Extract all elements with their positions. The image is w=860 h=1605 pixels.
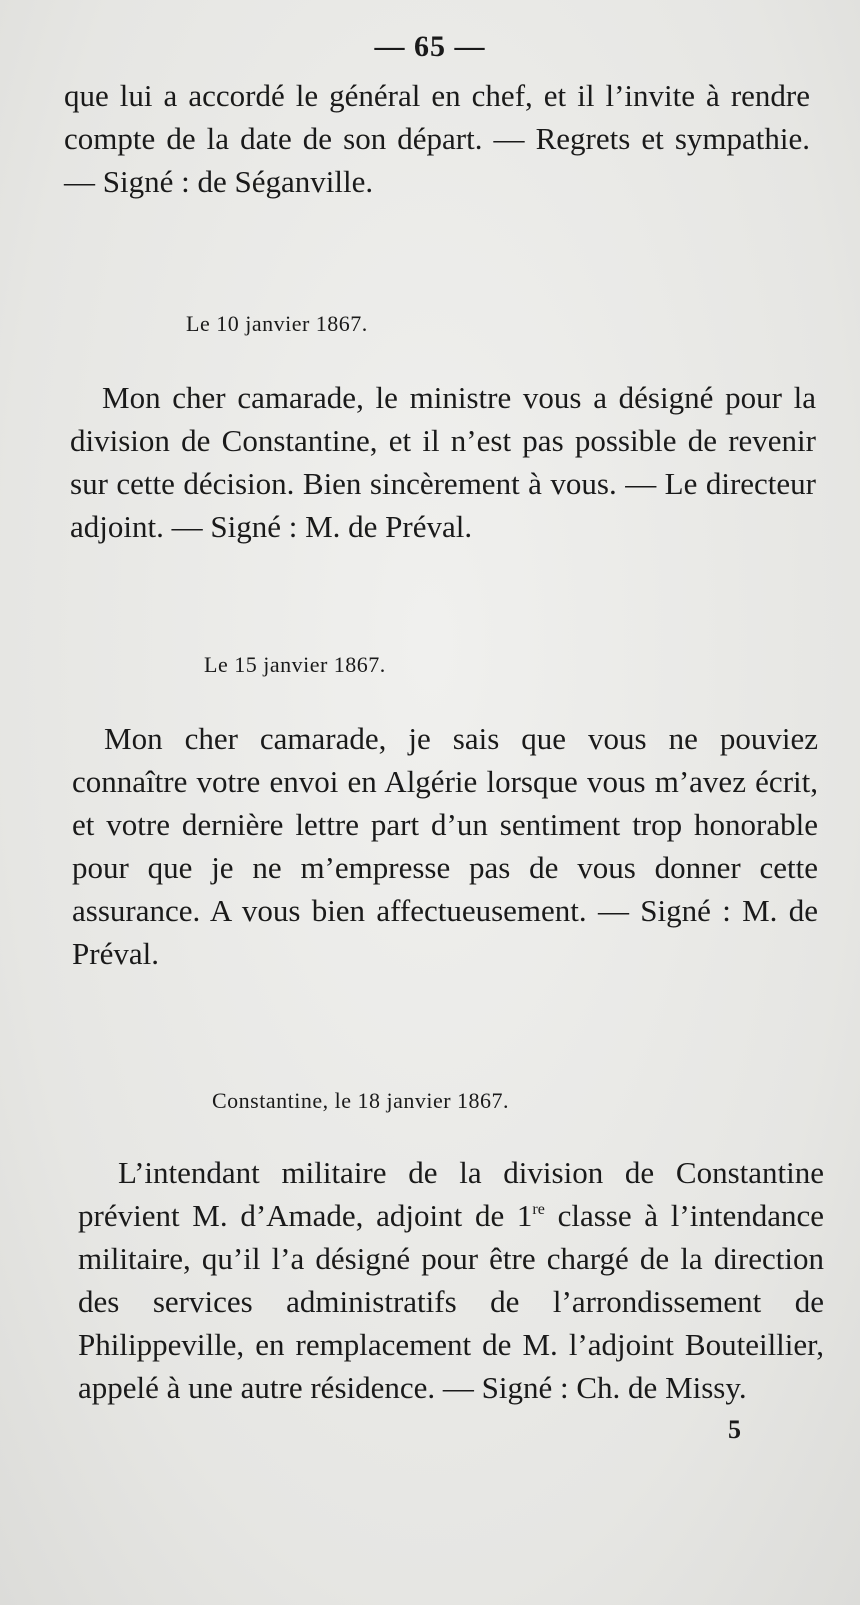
letter-dateline: Constantine, le 18 janvier 1867. xyxy=(212,1088,510,1113)
letter-body: Mon cher camarade, le ministre vous a désigné pour la division de Constantine, et il n’est pas possible de revenir sur cette décision. Bien sincèrement à vous. — Le directeur adjoint. — Signé : M. de Préval. xyxy=(70,380,816,544)
signature-mark: 5 xyxy=(728,1415,741,1444)
ordinal-superscript: re xyxy=(532,1201,545,1218)
letter-body-part: L’intendant militaire de la division de Constantine prévient M. d’Amade, adjoint de 1 xyxy=(78,1155,824,1233)
page-number: — 65 — xyxy=(374,30,486,63)
letter-dateline: Le 15 janvier 1867. xyxy=(204,652,386,677)
continuation-paragraph: que lui a accordé le général en chef, et il l’invite à rendre compte de la date de son départ. — Regrets et sympathie. — Signé : de Séganville. xyxy=(64,78,810,199)
letter-dateline: Le 10 janvier 1867. xyxy=(186,311,368,336)
letter-body-part: classe à l’intendance militaire, qu’il l’a désigné pour être chargé de la direction des services administratifs de l’arrondissement de Philippeville, en remplacement de M. l’adjoint Bouteillier, appelé à une autre résidence. — Signé : Ch. de Missy. xyxy=(78,1198,824,1405)
letter-body xyxy=(78,1151,824,1409)
letter-body: Mon cher camarade, je sais que vous ne pouviez connaître votre envoi en Algérie lorsque vous m’avez écrit, et votre dernière lettre part d’un sentiment trop honorable pour que je ne m’empresse pas de vous donner cette assurance. A vous bien affectueusement. — Signé : M. de Préval. xyxy=(72,721,818,971)
